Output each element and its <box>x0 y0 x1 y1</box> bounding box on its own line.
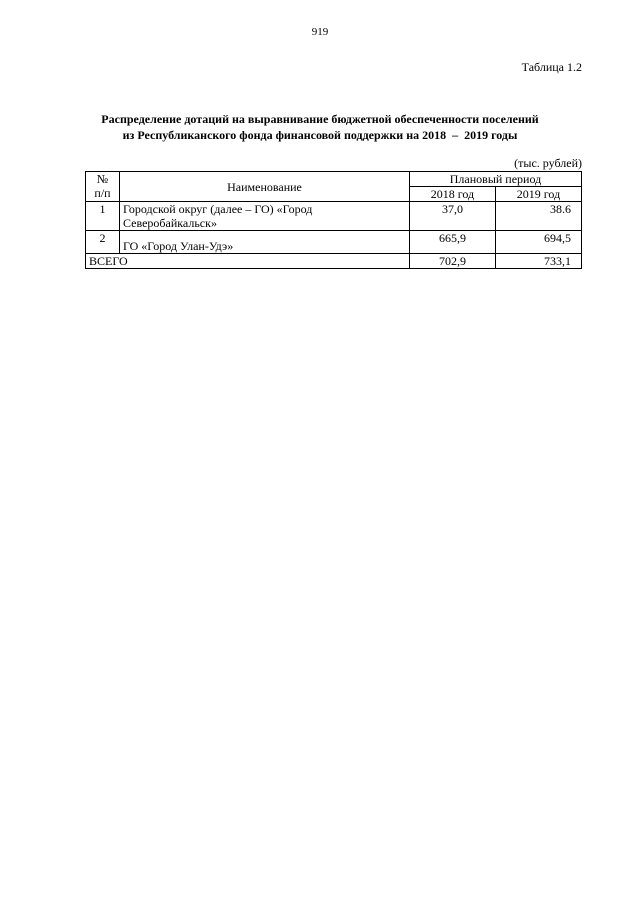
row-name <box>120 202 410 231</box>
row-num: 2 <box>86 231 120 254</box>
row-value-2019: 38.6 <box>495 202 581 231</box>
grants-table <box>85 171 582 269</box>
table-header-row <box>86 172 582 187</box>
row-name-line-1: Городской округ (далее – ГО) «Город <box>123 202 313 216</box>
header-num-line-2: п/п <box>94 186 111 200</box>
header-year-2019: 2019 год <box>495 187 581 202</box>
row-name-line-2: Северобайкальск» <box>123 216 217 230</box>
table-row <box>86 202 582 231</box>
row-num: 1 <box>86 202 120 231</box>
table-row <box>86 231 582 254</box>
row-value-2018: 665,9 <box>409 231 495 254</box>
header-period: Плановый период <box>409 172 581 187</box>
header-num <box>86 172 120 202</box>
header-name: Наименование <box>120 172 410 202</box>
total-value-2018: 702,9 <box>409 254 495 269</box>
document-title <box>0 111 640 143</box>
units-note: (тыс. рублей) <box>514 156 582 170</box>
total-label: ВСЕГО <box>86 254 410 269</box>
header-year-2018: 2018 год <box>409 187 495 202</box>
total-value-2019: 733,1 <box>495 254 581 269</box>
title-line-1: Распределение дотаций на выравнивание бюджетной обеспеченности поселений <box>101 112 539 126</box>
page-number: 919 <box>311 26 329 38</box>
header-num-line-1: № <box>96 172 109 186</box>
row-value-2019: 694,5 <box>495 231 581 254</box>
row-name: ГО «Город Улан-Удэ» <box>120 231 410 254</box>
title-line-2: из Республиканского фонда финансовой поддержки на 2018 – 2019 годы <box>122 128 518 142</box>
row-value-2018: 37,0 <box>409 202 495 231</box>
table-total-row <box>86 254 582 269</box>
table-label: Таблица 1.2 <box>521 60 582 74</box>
